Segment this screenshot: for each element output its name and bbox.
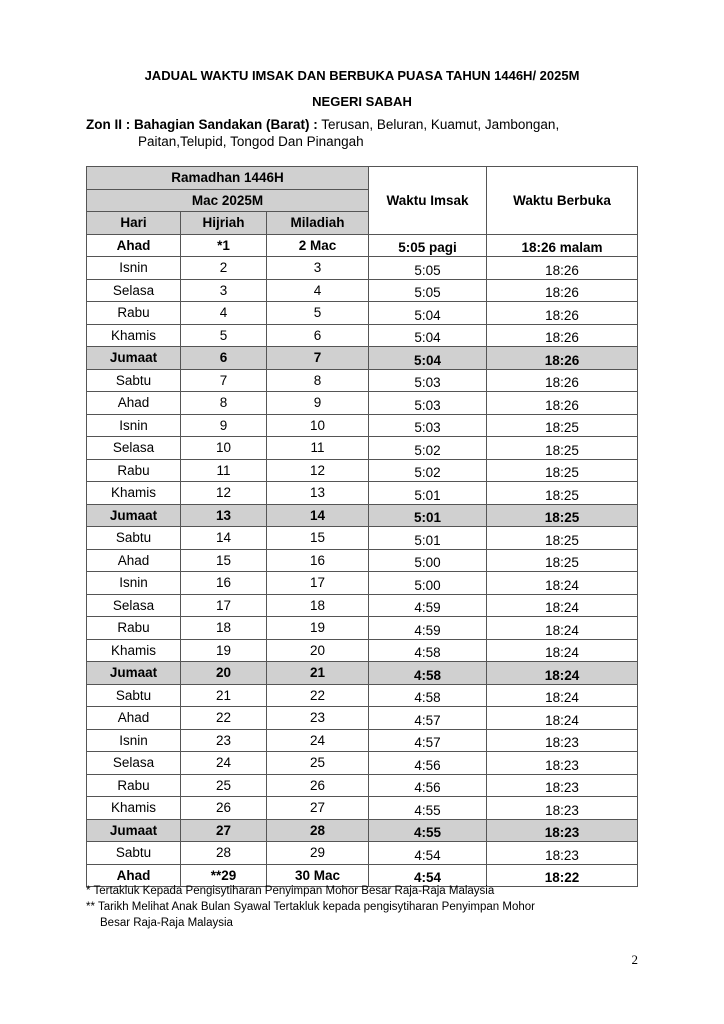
cell-hari: Sabtu	[87, 369, 181, 392]
cell-berbuka: 18:26	[487, 347, 638, 370]
cell-imsak: 5:04	[369, 324, 487, 347]
cell-hari: Sabtu	[87, 684, 181, 707]
cell-miladiah: 22	[267, 684, 369, 707]
cell-berbuka: 18:25	[487, 482, 638, 505]
cell-berbuka: 18:25	[487, 549, 638, 572]
table-row	[87, 774, 638, 797]
cell-imsak: 4:59	[369, 594, 487, 617]
header-waktu-berbuka: Waktu Berbuka	[487, 167, 638, 235]
cell-hari: Isnin	[87, 729, 181, 752]
cell-imsak: 4:57	[369, 707, 487, 730]
cell-imsak: 4:54	[369, 864, 487, 887]
table-row	[87, 684, 638, 707]
cell-berbuka: 18:26	[487, 257, 638, 280]
cell-hijriah: 19	[181, 639, 267, 662]
cell-berbuka: 18:26	[487, 324, 638, 347]
cell-miladiah: 6	[267, 324, 369, 347]
table-row	[87, 617, 638, 640]
table-row	[87, 257, 638, 280]
cell-hijriah: 14	[181, 527, 267, 550]
cell-hijriah: 26	[181, 797, 267, 820]
header-mac: Mac 2025M	[87, 189, 369, 212]
cell-hijriah: 6	[181, 347, 267, 370]
cell-miladiah: 17	[267, 572, 369, 595]
cell-hijriah: 2	[181, 257, 267, 280]
cell-hari: Sabtu	[87, 527, 181, 550]
table-row	[87, 572, 638, 595]
cell-hari: Isnin	[87, 257, 181, 280]
cell-miladiah: 11	[267, 437, 369, 460]
cell-hijriah: 8	[181, 392, 267, 415]
cell-berbuka: 18:24	[487, 572, 638, 595]
table-row	[87, 729, 638, 752]
cell-hijriah: **29	[181, 864, 267, 887]
cell-hari: Khamis	[87, 324, 181, 347]
cell-imsak: 4:58	[369, 639, 487, 662]
cell-imsak: 5:03	[369, 414, 487, 437]
cell-berbuka: 18:23	[487, 729, 638, 752]
header-waktu-imsak: Waktu Imsak	[369, 167, 487, 235]
cell-imsak: 5:02	[369, 459, 487, 482]
cell-berbuka: 18:24	[487, 639, 638, 662]
header-ramadhan: Ramadhan 1446H	[87, 167, 369, 190]
cell-berbuka: 18:24	[487, 684, 638, 707]
cell-berbuka: 18:23	[487, 752, 638, 775]
cell-hari: Sabtu	[87, 842, 181, 865]
cell-hijriah: 16	[181, 572, 267, 595]
table-row	[87, 752, 638, 775]
cell-hari: Ahad	[87, 392, 181, 415]
page-number: 2	[631, 952, 638, 967]
cell-miladiah: 15	[267, 527, 369, 550]
cell-berbuka: 18:25	[487, 527, 638, 550]
cell-miladiah: 26	[267, 774, 369, 797]
cell-berbuka: 18:25	[487, 504, 638, 527]
cell-imsak: 4:56	[369, 752, 487, 775]
cell-berbuka: 18:26	[487, 392, 638, 415]
cell-hari: Isnin	[87, 414, 181, 437]
cell-berbuka: 18:23	[487, 819, 638, 842]
cell-hijriah: 4	[181, 302, 267, 325]
cell-hari: Rabu	[87, 459, 181, 482]
cell-miladiah: 21	[267, 662, 369, 685]
cell-miladiah: 7	[267, 347, 369, 370]
cell-hijriah: 24	[181, 752, 267, 775]
cell-hijriah: 5	[181, 324, 267, 347]
footnotes	[86, 883, 535, 931]
table-row	[87, 369, 638, 392]
cell-miladiah: 16	[267, 549, 369, 572]
cell-hari: Rabu	[87, 617, 181, 640]
cell-berbuka: 18:25	[487, 437, 638, 460]
footnote-2-cont: Besar Raja-Raja Malaysia	[100, 917, 233, 929]
cell-imsak: 5:01	[369, 527, 487, 550]
table-row	[87, 549, 638, 572]
table-row	[87, 482, 638, 505]
cell-berbuka: 18:24	[487, 662, 638, 685]
table-row	[87, 707, 638, 730]
timetable-body	[87, 234, 638, 887]
cell-miladiah: 2 Mac	[267, 234, 369, 257]
cell-imsak: 5:04	[369, 302, 487, 325]
cell-hari: Ahad	[87, 707, 181, 730]
table-row	[87, 392, 638, 415]
page-title: JADUAL WAKTU IMSAK DAN BERBUKA PUASA TAHUN 1446H/ 2025M	[144, 68, 580, 83]
cell-miladiah: 28	[267, 819, 369, 842]
cell-hijriah: 7	[181, 369, 267, 392]
cell-berbuka: 18:25	[487, 414, 638, 437]
cell-hijriah: 18	[181, 617, 267, 640]
cell-miladiah: 5	[267, 302, 369, 325]
cell-hari: Jumaat	[87, 347, 181, 370]
cell-imsak: 5:05	[369, 279, 487, 302]
cell-imsak: 4:59	[369, 617, 487, 640]
cell-hijriah: 25	[181, 774, 267, 797]
footnote-2: ** Tarikh Melihat Anak Bulan Syawal Tertakluk kepada pengisytiharan Penyimpan Mohor	[86, 901, 535, 913]
table-row	[87, 819, 638, 842]
cell-miladiah: 29	[267, 842, 369, 865]
cell-imsak: 5:02	[369, 437, 487, 460]
cell-hari: Ahad	[87, 549, 181, 572]
cell-imsak: 5:04	[369, 347, 487, 370]
header-miladiah: Miladiah	[267, 212, 369, 235]
cell-miladiah: 12	[267, 459, 369, 482]
cell-miladiah: 10	[267, 414, 369, 437]
table-row	[87, 324, 638, 347]
cell-miladiah: 23	[267, 707, 369, 730]
cell-hari: Jumaat	[87, 819, 181, 842]
cell-hijriah: 28	[181, 842, 267, 865]
cell-hari: Rabu	[87, 774, 181, 797]
cell-berbuka: 18:24	[487, 594, 638, 617]
header-hijriah: Hijriah	[181, 212, 267, 235]
cell-imsak: 5:03	[369, 392, 487, 415]
cell-imsak: 5:05 pagi	[369, 234, 487, 257]
cell-hari: Isnin	[87, 572, 181, 595]
cell-miladiah: 19	[267, 617, 369, 640]
cell-hari: Jumaat	[87, 504, 181, 527]
cell-berbuka: 18:26	[487, 302, 638, 325]
cell-miladiah: 4	[267, 279, 369, 302]
page-subtitle: NEGERI SABAH	[312, 94, 412, 109]
cell-hijriah: 20	[181, 662, 267, 685]
cell-miladiah: 20	[267, 639, 369, 662]
table-row	[87, 347, 638, 370]
zone-description	[86, 116, 646, 150]
cell-imsak: 4:55	[369, 819, 487, 842]
footnote-1: * Tertakluk Kepada Pengisytiharan Penyimpan Mohor Besar Raja-Raja Malaysia	[86, 885, 495, 897]
cell-hijriah: 11	[181, 459, 267, 482]
table-row	[87, 639, 638, 662]
cell-hijriah: *1	[181, 234, 267, 257]
table-row	[87, 842, 638, 865]
cell-berbuka: 18:24	[487, 617, 638, 640]
cell-hijriah: 27	[181, 819, 267, 842]
cell-hari: Khamis	[87, 797, 181, 820]
cell-hijriah: 9	[181, 414, 267, 437]
cell-imsak: 4:58	[369, 684, 487, 707]
cell-miladiah: 24	[267, 729, 369, 752]
cell-berbuka: 18:23	[487, 842, 638, 865]
cell-hijriah: 23	[181, 729, 267, 752]
cell-imsak: 5:00	[369, 549, 487, 572]
cell-berbuka: 18:23	[487, 797, 638, 820]
cell-imsak: 4:56	[369, 774, 487, 797]
cell-hijriah: 22	[181, 707, 267, 730]
cell-imsak: 4:55	[369, 797, 487, 820]
cell-imsak: 4:57	[369, 729, 487, 752]
cell-miladiah: 18	[267, 594, 369, 617]
cell-imsak: 5:03	[369, 369, 487, 392]
cell-miladiah: 25	[267, 752, 369, 775]
zone-label: Zon II : Bahagian Sandakan (Barat) :	[86, 117, 318, 132]
cell-hari: Selasa	[87, 594, 181, 617]
table-row	[87, 234, 638, 257]
table-row	[87, 302, 638, 325]
cell-hijriah: 13	[181, 504, 267, 527]
table-row	[87, 504, 638, 527]
table-row	[87, 414, 638, 437]
cell-berbuka: 18:26	[487, 369, 638, 392]
cell-hari: Khamis	[87, 639, 181, 662]
cell-hijriah: 15	[181, 549, 267, 572]
cell-berbuka: 18:24	[487, 707, 638, 730]
cell-hari: Ahad	[87, 234, 181, 257]
cell-berbuka: 18:25	[487, 459, 638, 482]
cell-imsak: 5:01	[369, 482, 487, 505]
timetable	[86, 166, 638, 887]
cell-miladiah: 27	[267, 797, 369, 820]
cell-miladiah: 3	[267, 257, 369, 280]
cell-miladiah: 14	[267, 504, 369, 527]
header-hari: Hari	[87, 212, 181, 235]
zone-areas-line1: Terusan, Beluran, Kuamut, Jambongan,	[321, 117, 560, 132]
table-row	[87, 459, 638, 482]
cell-hari: Selasa	[87, 752, 181, 775]
cell-miladiah: 8	[267, 369, 369, 392]
cell-hari: Ahad	[87, 864, 181, 887]
cell-hijriah: 10	[181, 437, 267, 460]
cell-imsak: 5:05	[369, 257, 487, 280]
table-row	[87, 437, 638, 460]
cell-berbuka: 18:26	[487, 279, 638, 302]
cell-hari: Jumaat	[87, 662, 181, 685]
cell-miladiah: 13	[267, 482, 369, 505]
cell-imsak: 5:01	[369, 504, 487, 527]
cell-miladiah: 30 Mac	[267, 864, 369, 887]
cell-hari: Selasa	[87, 437, 181, 460]
cell-miladiah: 9	[267, 392, 369, 415]
cell-berbuka: 18:26 malam	[487, 234, 638, 257]
cell-hijriah: 17	[181, 594, 267, 617]
table-row	[87, 797, 638, 820]
table-row	[87, 594, 638, 617]
cell-hijriah: 3	[181, 279, 267, 302]
table-row	[87, 662, 638, 685]
cell-hari: Khamis	[87, 482, 181, 505]
cell-hijriah: 21	[181, 684, 267, 707]
cell-hijriah: 12	[181, 482, 267, 505]
cell-imsak: 5:00	[369, 572, 487, 595]
cell-hari: Rabu	[87, 302, 181, 325]
cell-hari: Selasa	[87, 279, 181, 302]
cell-berbuka: 18:22	[487, 864, 638, 887]
table-row	[87, 279, 638, 302]
cell-imsak: 4:58	[369, 662, 487, 685]
zone-areas-line2: Paitan,Telupid, Tongod Dan Pinangah	[138, 134, 364, 149]
table-row	[87, 527, 638, 550]
cell-berbuka: 18:23	[487, 774, 638, 797]
cell-imsak: 4:54	[369, 842, 487, 865]
